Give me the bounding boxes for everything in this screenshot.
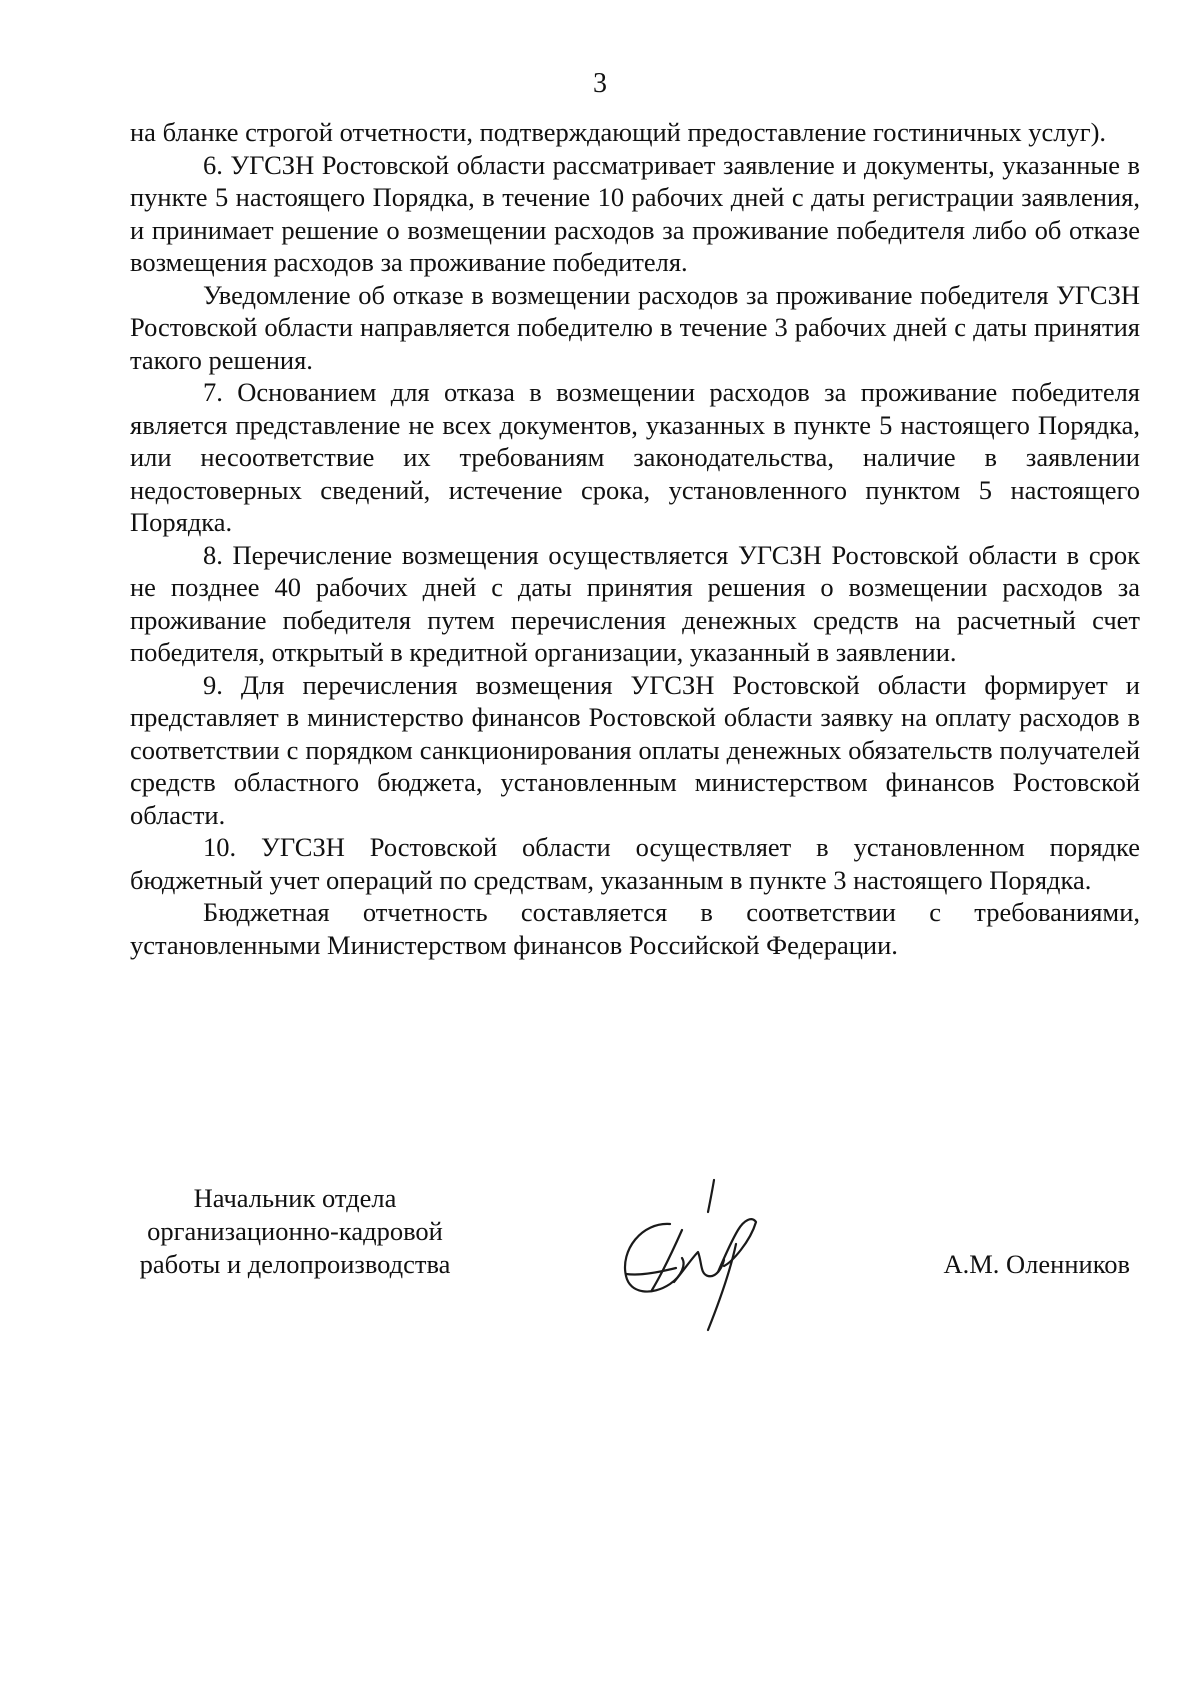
signatory-position-line: Начальник отдела: [193, 1183, 397, 1213]
signature-block: [0, 1182, 1200, 1362]
paragraph-item-9: 9. Для перечисления возмещения УГСЗН Ростовской области формирует и представляет в министерство финансов Ростовской области заявку на оплату расходов в соответствии с порядком санкционирования оплаты денежных обязательств получателей средств областного бюджета, установленным министерством финансов Ростовской области.: [130, 669, 1140, 830]
paragraph-budget-reporting: Бюджетная отчетность составляется в соответствии с требованиями, установленными Министерством финансов Российской Федерации.: [130, 897, 1140, 960]
page-number: 3: [593, 68, 607, 99]
handwritten-signature: [612, 1172, 782, 1332]
signatory-position-line: работы и делопроизводства: [139, 1249, 451, 1279]
paragraph-item-10: 10. УГСЗН Ростовской области осуществляет в установленном порядке бюджетный учет операций по средствам, указанным в пункте 3 настоящего Порядка.: [130, 832, 1140, 895]
paragraph-continuation: на бланке строгой отчетности, подтверждающий предоставление гостиничных услуг).: [130, 117, 1107, 147]
paragraph-item-6: 6. УГСЗН Ростовской области рассматривает заявление и документы, указанные в пункте 5 настоящего Порядка, в течение 10 рабочих дней с даты регистрации заявления, и принимает решение о возмещении расходов за проживание победителя либо об отказе возмещения расходов за проживание победителя.: [130, 149, 1140, 277]
signatory-position: [115, 1182, 475, 1281]
document-body: [130, 116, 1140, 961]
paragraph-refusal-notice: Уведомление об отказе в возмещении расходов за проживание победителя УГСЗН Ростовской области направляется победителю в течение 3 рабочих дней с даты принятия такого решения.: [130, 279, 1140, 375]
signatory-name: А.М. Оленников: [943, 1249, 1130, 1279]
signatory-position-line: организационно-кадровой: [147, 1216, 443, 1246]
paragraph-item-8: 8. Перечисление возмещения осуществляется УГСЗН Ростовской области в срок не позднее 40 рабочих дней с даты принятия решения о возмещении расходов за проживание победителя путем перечисления денежных средств на расчетный счет победителя, открытый в кредитной организации, указанный в заявлении.: [130, 539, 1140, 667]
paragraph-item-7: 7. Основанием для отказа в возмещении расходов за проживание победителя является представление не всех документов, указанных в пункте 5 настоящего Порядка, или несоответствие их требованиям законодательства, наличие в заявлении недостоверных сведений, истечение срока, установленного пунктом 5 настоящего Порядка.: [130, 377, 1140, 537]
